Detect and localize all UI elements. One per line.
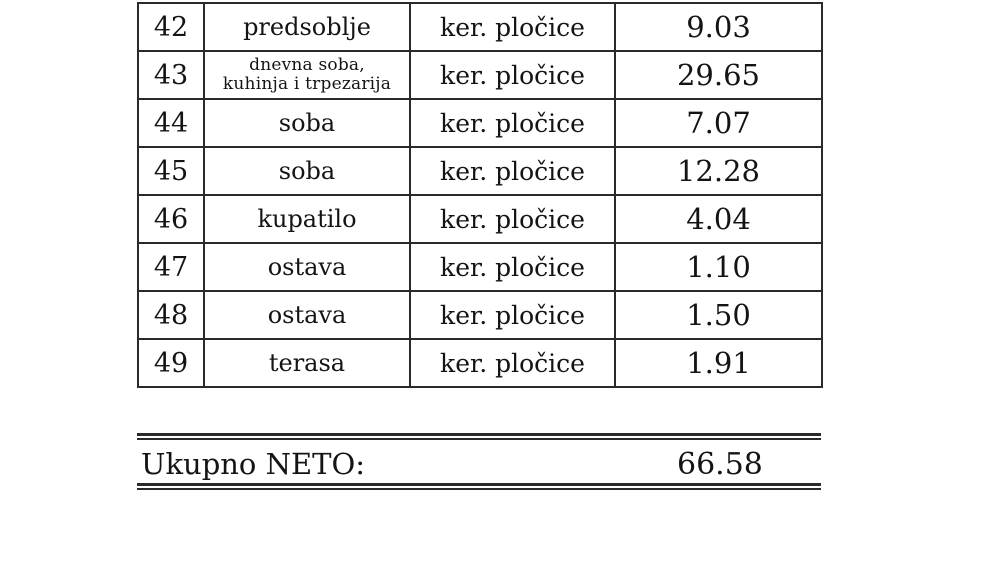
room-number-cell: 43 — [138, 51, 204, 99]
table-row — [138, 3, 822, 51]
floor-type-cell: ker. pločice — [410, 51, 615, 99]
room-name-cell: soba — [204, 147, 410, 195]
room-name-cell: terasa — [204, 339, 410, 387]
table-row — [138, 291, 822, 339]
table-row — [138, 195, 822, 243]
floor-type-cell: ker. pločice — [410, 3, 615, 51]
area-cell: 1.91 — [615, 339, 822, 387]
area-cell: 7.07 — [615, 99, 822, 147]
room-name-cell: predsoblje — [204, 3, 410, 51]
total-label: Ukupno NETO: — [141, 447, 366, 481]
double-rule-top — [137, 433, 821, 440]
room-name-cell: ostava — [204, 291, 410, 339]
table-row — [138, 51, 822, 99]
area-cell: 1.10 — [615, 243, 822, 291]
room-name-cell: kupatilo — [204, 195, 410, 243]
room-name-cell: dnevna soba, kuhinja i trpezarija — [204, 51, 410, 99]
room-number-cell: 42 — [138, 3, 204, 51]
room-number-cell: 44 — [138, 99, 204, 147]
area-cell: 4.04 — [615, 195, 822, 243]
area-cell: 29.65 — [615, 51, 822, 99]
total-section — [137, 433, 821, 491]
room-name-cell: soba — [204, 99, 410, 147]
floor-type-cell: ker. pločice — [410, 147, 615, 195]
area-cell: 12.28 — [615, 147, 822, 195]
floor-type-cell: ker. pločice — [410, 291, 615, 339]
room-number-cell: 48 — [138, 291, 204, 339]
table-row — [138, 339, 822, 387]
area-cell: 1.50 — [615, 291, 822, 339]
floor-type-cell: ker. pločice — [410, 99, 615, 147]
total-value: 66.58 — [677, 447, 763, 482]
room-number-cell: 49 — [138, 339, 204, 387]
floor-type-cell: ker. pločice — [410, 339, 615, 387]
table-row — [138, 243, 822, 291]
area-cell: 9.03 — [615, 3, 822, 51]
table-row — [138, 99, 822, 147]
table-row — [138, 147, 822, 195]
rooms-table — [137, 2, 823, 388]
room-number-cell: 45 — [138, 147, 204, 195]
floor-type-cell: ker. pločice — [410, 243, 615, 291]
room-number-cell: 47 — [138, 243, 204, 291]
room-name-cell: ostava — [204, 243, 410, 291]
room-number-cell: 46 — [138, 195, 204, 243]
rooms-table-body — [138, 3, 822, 387]
floor-type-cell: ker. pločice — [410, 195, 615, 243]
double-rule-bottom — [137, 483, 821, 490]
